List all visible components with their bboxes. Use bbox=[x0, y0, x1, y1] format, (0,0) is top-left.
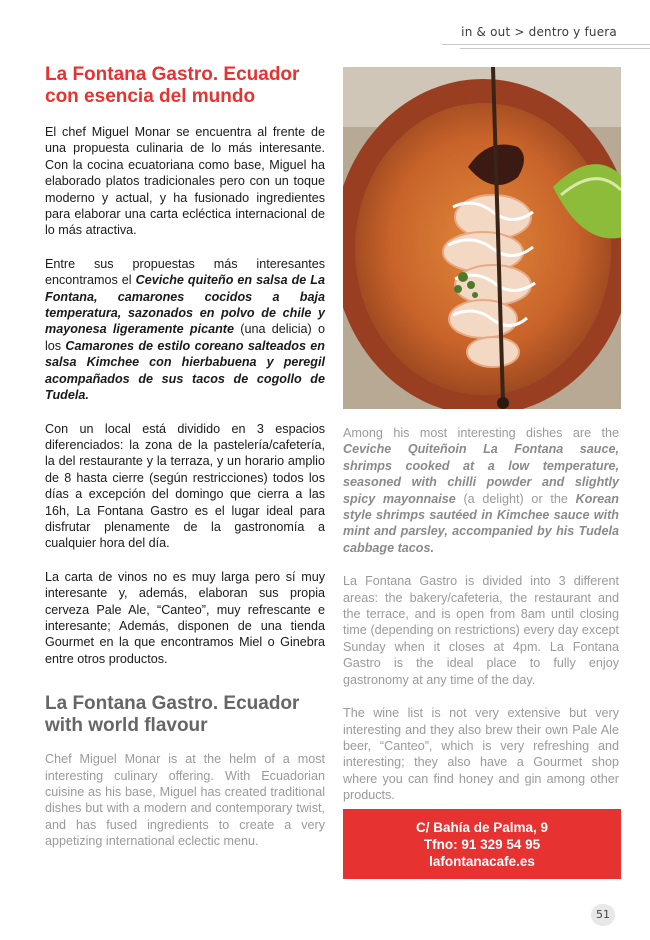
paragraph-es-1: El chef Miguel Monar se encuentra al frente de una propuesta culinaria de lo más interesante. Con la cocina ecuatoriana como base, Miguel ha elaborado platos tradicionales pero con un toque moderno y actual, y ha fusionado ingredientes para elaborar una carta ecléctica internacional de lo más atractiva. bbox=[45, 125, 325, 238]
header-rule-lower bbox=[460, 48, 650, 49]
contact-phone: Tfno: 91 329 54 95 bbox=[423, 836, 541, 852]
paragraph-en-3: La Fontana Gastro is divided into 3 different areas: the bakery/cafeteria, the restaurant and the terrace, and is open from 8am until closing time (depending on restrictions) every day except Sunday when it closes at 4pm. La Fontana Gastro is the ideal place to fully enjoy gastronomy at any time of the day. bbox=[343, 574, 619, 687]
header-rule bbox=[442, 44, 650, 45]
article-title-es: La Fontana Gastro. Ecuador con esencia del mundo bbox=[45, 64, 300, 107]
paragraph-es-2-emphasis-b: Camarones de estilo coreano salteados en salsa Kimchee con hierbabuena y peregil acompañados de sus tacos de cogollo de Tudela. bbox=[45, 338, 325, 403]
dish-photo bbox=[343, 67, 621, 409]
paragraph-en-2-emphasis-a: Ceviche Quiteñoin La Fontana sauce, shrimps cooked at a low temperature, seasoned with chilli powder and slightly spicy mayonnaise bbox=[343, 442, 619, 506]
paragraph-en-4: The wine list is not very extensive but very interesting and they also brew their own Pale Ale beer, “Canteo”, which is very refreshing and interesting; they also have a Gourmet shop where you can find honey and gin among other products. bbox=[343, 706, 619, 803]
paragraph-es-4: La carta de vinos no es muy larga pero sí muy interesante y, además, elaboran sus propia cerveza Pale Ale, “Canteo”, muy refrescante e interesante; Además, disponen de una tienda Gourmet en la que encontramos Miel o Ginebra entre otros productos. bbox=[45, 569, 325, 666]
right-column bbox=[343, 425, 619, 821]
paragraph-es-3: Con un local está dividido en 3 espacios diferenciados: la zona de la pastelería/cafetería, la del restaurante y la terraza, y un horario amplio de 8 hasta cierre (según restricciones) todos los días a excepción del domingo que cierra a las 16h, La Fontana Gastro es el lugar ideal para disfrutar plenamente de la gastronomía a cualquier hora del día. bbox=[45, 421, 325, 551]
paragraph-es-2-text-b: (una delicia) o los bbox=[45, 322, 325, 353]
paragraph-es-2-text-a: Entre sus propuestas más interesantes encontramos el bbox=[45, 256, 325, 288]
paragraph-es-2-emphasis-a: Ceviche quiteño en salsa de La Fontana, camarones cocidos a baja temperatura, sazonados en polvo de chile y mayonesa ligeramente picante bbox=[45, 273, 325, 337]
paragraph-en-2 bbox=[343, 425, 619, 556]
paragraph-en-2-text-b: (a delight) or the bbox=[455, 491, 576, 506]
left-column bbox=[45, 64, 325, 867]
section-tag: in & out > dentro y fuera bbox=[461, 25, 617, 39]
contact-address: C/ Bahía de Palma, 9 bbox=[415, 819, 549, 835]
ceviche-image bbox=[343, 67, 621, 409]
paragraph-en-2-emphasis-b: Korean style shrimps sautéed in Kimchee sauce with mint and parsley, accompanied by his Tudela cabbage tacos. bbox=[343, 491, 619, 555]
article-title-en: La Fontana Gastro. Ecuador with world flavour bbox=[45, 693, 300, 737]
paragraph-es-2 bbox=[45, 256, 325, 404]
contact-website[interactable]: lafontanacafe.es bbox=[429, 853, 535, 869]
page-number: 51 bbox=[591, 904, 615, 926]
paragraph-en-1: Chef Miguel Monar is at the helm of a most interesting culinary offering. With Ecuadorian cuisine as his base, Miguel has created traditional dishes but with a modern and contemporary twist, and has fused ingredients to create a very appetizing international eclectic menu. bbox=[45, 752, 325, 849]
contact-box bbox=[343, 809, 621, 879]
paragraph-en-2-text-a: Among his most interesting dishes are the bbox=[343, 426, 619, 440]
